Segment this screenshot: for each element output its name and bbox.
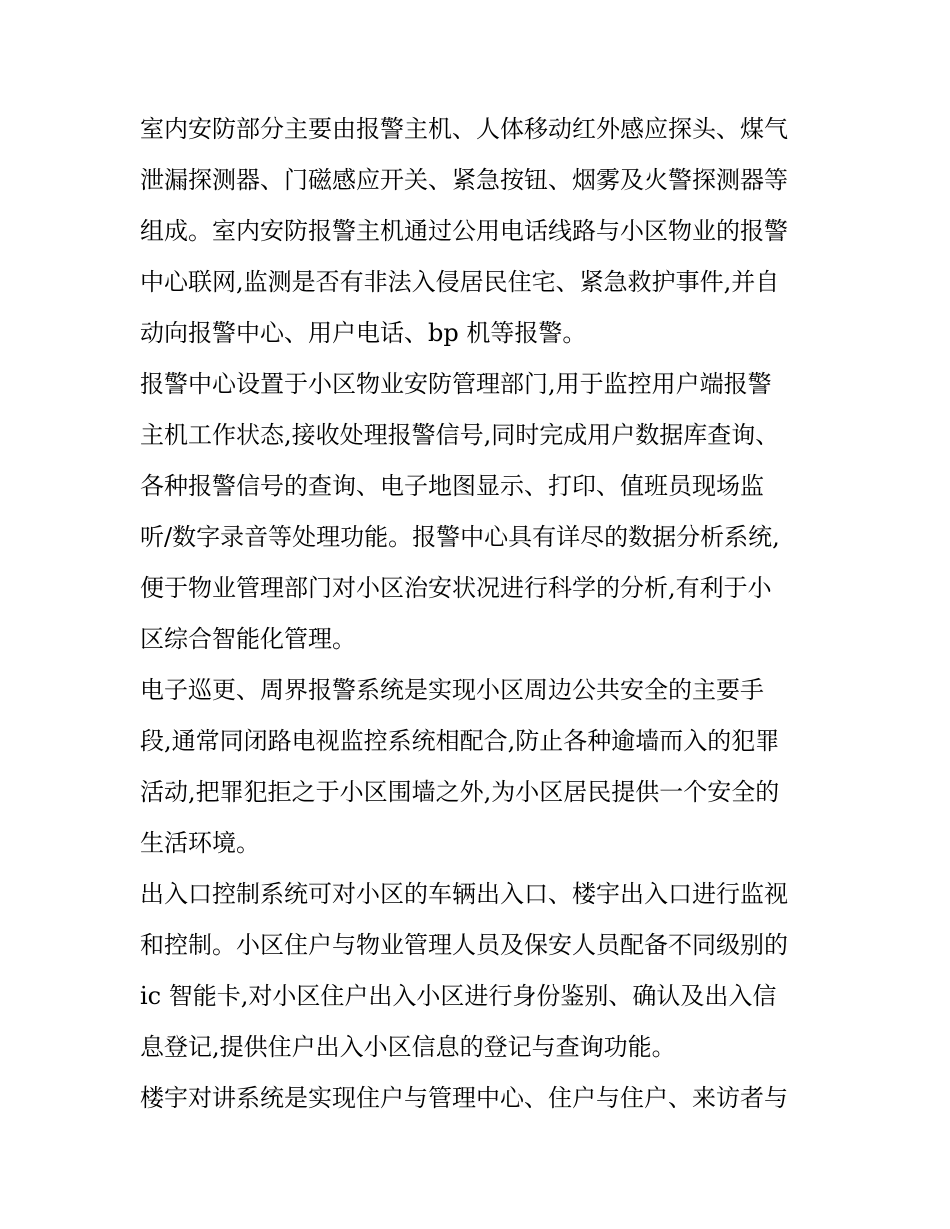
text-line: 泄漏探测器、门磁感应开关、紧急按钮、烟雾及火警探测器等 [140,166,788,194]
text-line: ic 智能卡,对小区住户出入小区进行身份鉴别、确认及出入信 [140,982,777,1010]
text-line: 中心联网,监测是否有非法入侵居民住宅、紧急救护事件,并自 [140,268,780,296]
text-line: 组成。室内安防报警主机通过公用电话线路与小区物业的报警 [140,217,788,245]
text-line: 楼宇对讲系统是实现住户与管理中心、住户与住户、来访者与 [140,1084,788,1112]
text-line: 室内安防部分主要由报警主机、人体移动红外感应探头、煤气 [140,115,788,143]
text-line: 报警中心设置于小区物业安防管理部门,用于监控用户端报警 [140,370,772,398]
text-line: 生活环境。 [140,829,260,857]
text-line: 段,通常同闭路电视监控系统相配合,防止各种逾墙而入的犯罪 [140,727,780,755]
text-line: 电子巡更、周界报警系统是实现小区周边公共安全的主要手 [140,676,764,704]
text-line: 动向报警中心、用户电话、bp 机等报警。 [140,319,587,347]
text-line: 出入口控制系统可对小区的车辆出入口、楼宇出入口进行监视 [140,880,788,908]
text-line: 和控制。小区住户与物业管理人员及保安人员配备不同级别的 [140,931,788,959]
text-line: 各种报警信号的查询、电子地图显示、打印、值班员现场监 [140,472,764,500]
text-line: 区综合智能化管理。 [140,625,356,653]
text-line: 活动,把罪犯拒之于小区围墙之外,为小区居民提供一个安全的 [140,778,780,806]
text-line: 便于物业管理部门对小区治安状况进行科学的分析,有利于小 [140,574,772,602]
text-line: 主机工作状态,接收处理报警信号,同时完成用户数据库查询、 [140,421,780,449]
text-line: 听/数字录音等处理功能。报警中心具有详尽的数据分析系统, [140,523,780,551]
text-line: 息登记,提供住户出入小区信息的登记与查询功能。 [140,1033,676,1061]
